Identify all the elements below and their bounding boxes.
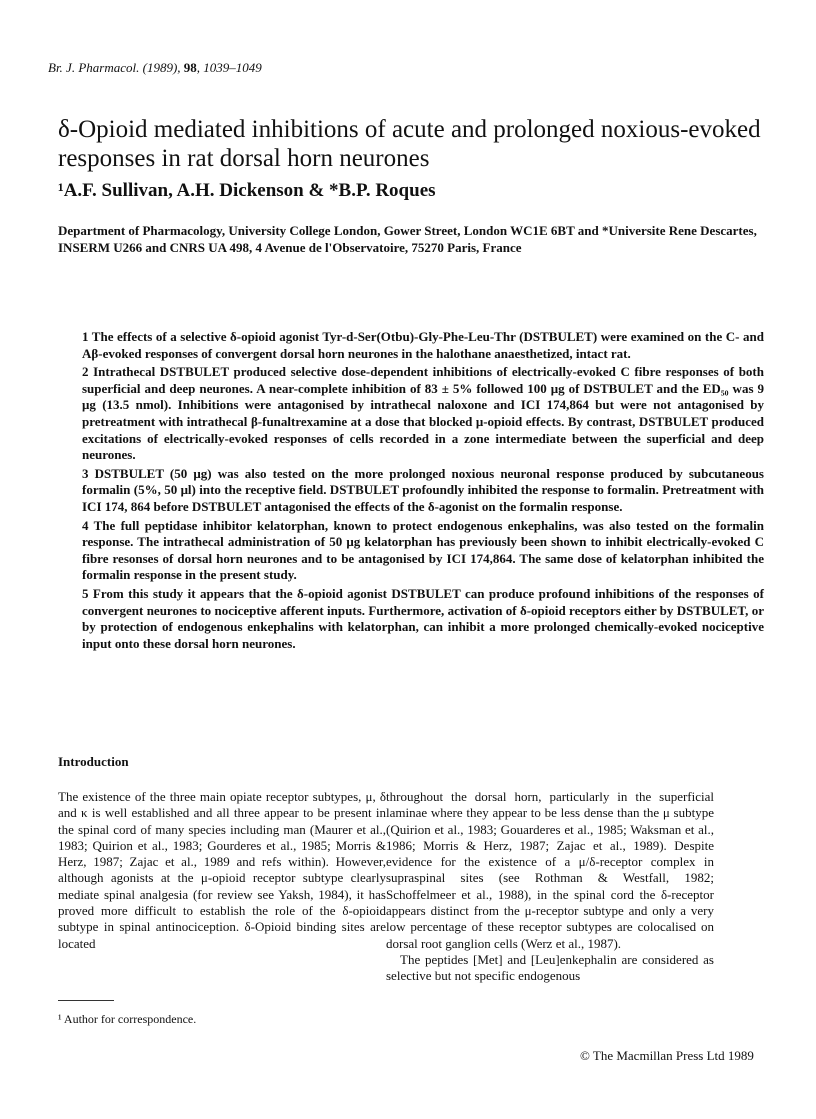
journal-volume: 98 bbox=[183, 60, 197, 75]
article-authors: ¹A.F. Sullivan, A.H. Dickenson & *B.P. Roques bbox=[58, 180, 436, 201]
intro-paragraph-right-1: throughout the dorsal horn, particularly in the superficial laminae where they appear to be less dense than the μ subtype (Quirion et al., 1983; Gouarderes et al., 1985; Waksman et al., 1986; Morris & Herz, 1987; Zajac et al., 1989). Despite evidence for the existence of a μ/δ-receptor complex in supraspinal sites (see Rothman & Westfall, 1982; Schoffelmeer et al., 1988), in the spinal cord the δ-receptor appears distinct from the μ-receptor subtype and only a very low percentage of these receptor subtypes are colocalised on dorsal root ganglion cells (Werz et al., 1987). bbox=[386, 789, 714, 951]
intro-paragraph-left: The existence of the three main opiate receptor subtypes, μ, δ and κ is well established and all three appear to be present in the spinal cord of many species including man (Maurer et al., 1983; Quirion et al., 1983; Gourderes et al., 1985; Morris & Herz, 1987; Zajac et al., 1989 and refs within). However, although agonists at the μ-opioid receptor subtype clearly mediate spinal analgesia (for review see Yaksh, 1984), it has proved more difficult to establish the role of the δ-opioid subtype in spinal antinociception. δ-Opioid binding sites are located bbox=[58, 789, 386, 951]
journal-citation bbox=[48, 60, 262, 76]
intro-paragraph-right-2: The peptides [Met] and [Leu]enkephalin are considered as selective but not specific endogenous bbox=[386, 951, 714, 984]
copyright-notice: © The Macmillan Press Ltd 1989 bbox=[580, 1048, 754, 1063]
abstract-point-1: 1 The effects of a selective δ-opioid agonist Tyr-d-Ser(Otbu)-Gly-Phe-Leu-Thr (DSTBULET) were examined on the C- and Aβ-evoked responses of convergent dorsal horn neurones in the halothane anaesthetized, intact rat. bbox=[82, 329, 764, 361]
article-affiliation: Department of Pharmacology, University College London, Gower Street, London WC1E 6BT and *Universite Rene Descartes, INSERM U266 and CNRS UA 498, 4 Avenue de l'Observatoire, 75270 Paris, France bbox=[58, 223, 757, 255]
abstract-point-5: 5 From this study it appears that the δ-opioid agonist DSTBULET can produce profound inhibitions of the responses of convergent neurones to nociceptive afferent inputs. Furthermore, activation of δ-opioid receptors either by DSTBULET, or by protection of endogenous enkephalins with kelatorphan, can inhibit a more prolonged chemically-evoked nociceptive input onto these dorsal horn neurones. bbox=[82, 585, 764, 651]
abstract-point-4: 4 The full peptidase inhibitor kelatorphan, known to protect endogenous enkephalins, was also tested on the formalin response. The intrathecal administration of 50 μg kelatorphan has previously been shown to inhibit electrically-evoked C fibre resonses of dorsal horn neurones and to be antagonised by ICI 174,864. The same dose of kelatorphan inhibited the formalin response in the present study. bbox=[82, 517, 764, 583]
article-title: δ-Opioid mediated inhibitions of acute and prolonged noxious-evoked responses in rat dorsal horn neurones bbox=[58, 116, 761, 172]
footnote-divider bbox=[58, 1000, 114, 1001]
abstract-point-2: 2 Intrathecal DSTBULET produced selective dose-dependent inhibitions of electrically-evoked C fibre responses of both superficial and deep neurones. A near-complete inhibition of 83 ± 5% followed 100 μg of DSTBULET and the ED₅₀ was 9 μg (13.5 nmol). Inhibitions were antagonised by intrathecal naloxone and ICI 174,864 but were not antagonised by pretreatment with intrathecal β-funaltrexamine at a dose that blocked μ-opioid effects. By contrast, DSTBULET produced excitations of electrically-evoked responses of cells recorded in a zone intermediate between the superficial and deep neurones. bbox=[82, 364, 764, 463]
journal-name: Br. J. Pharmacol. bbox=[48, 60, 140, 75]
footnote: ¹ Author for correspondence. bbox=[58, 1012, 197, 1026]
introduction-heading: Introduction bbox=[58, 754, 129, 769]
journal-year: (1989), bbox=[139, 60, 184, 75]
abstract-point-3: 3 DSTBULET (50 μg) was also tested on the more prolonged noxious neuronal response produced by subcutaneous formalin (5%, 50 μl) into the receptive field. DSTBULET profoundly inhibited the response to formalin. Pretreatment with ICI 174, 864 before DSTBULET antagonised the effects of the δ-agonist on the formalin response. bbox=[82, 465, 764, 514]
right-column bbox=[386, 789, 714, 985]
journal-pages: , 1039–1049 bbox=[196, 60, 262, 75]
abstract bbox=[82, 329, 764, 654]
left-column bbox=[58, 789, 386, 952]
